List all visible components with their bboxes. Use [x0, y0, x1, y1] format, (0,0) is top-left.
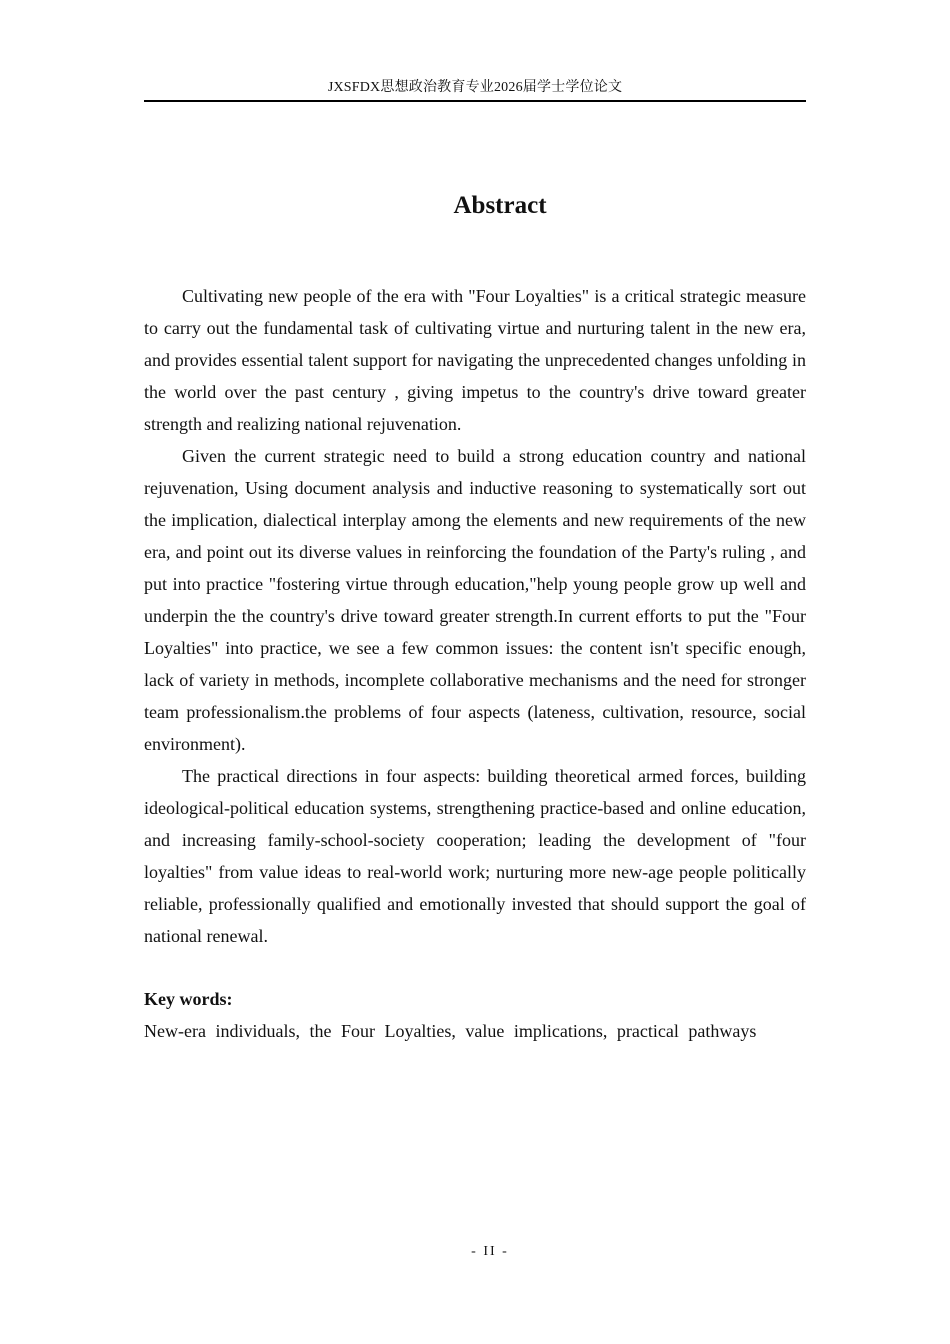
- keywords-label: Key words:: [144, 989, 233, 1009]
- abstract-body: [144, 280, 806, 952]
- page-number: - II -: [471, 1244, 509, 1259]
- abstract-paragraph-2: Given the current strategic need to build a strong education country and national rejuvenation, Using document analysis and inductive reasoning to systematically sort out the implication, dialectical interplay among the elements and new requirements of the new era, and point out its diverse values in reinforcing the foundation of the Party's ruling , and put into practice "fostering virtue through education,"help young people grow up well and underpin the the country's drive toward greater strength.In current efforts to put the "Four Loyalties" into practice, we see a few common issues: the content isn't specific enough, lack of variety in methods, incomplete collaborative mechanisms and the need for stronger team professionalism.the problems of four aspects (lateness, cultivation, resource, social environment).: [144, 446, 806, 754]
- keywords-section: [144, 983, 806, 1047]
- abstract-title: Abstract: [453, 192, 547, 219]
- abstract-paragraph-1: Cultivating new people of the era with "Four Loyalties" is a critical strategic measure to carry out the fundamental task of cultivating virtue and nurturing talent in the new era, and provides essential talent support for navigating the unprecedented changes unfolding in the world over the past century , giving impetus to the country's drive toward greater strength and realizing national rejuvenation.: [144, 286, 806, 434]
- keywords-text: New-era individuals, the Four Loyalties, value implications, practical pathways: [144, 1021, 757, 1041]
- header-rule: [144, 100, 806, 102]
- running-header: JXSFDX思想政治教育专业2026届学士学位论文: [327, 80, 623, 95]
- abstract-paragraph-3: The practical directions in four aspects: building theoretical armed forces, building ideological-political education systems, strengthening practice-based and online education, and increasing family-school-society cooperation; leading the development of "four loyalties" from value ideas to real-world work; nurturing more new-age people politically reliable, professionally qualified and emotionally invested that should support the goal of national renewal.: [144, 766, 806, 946]
